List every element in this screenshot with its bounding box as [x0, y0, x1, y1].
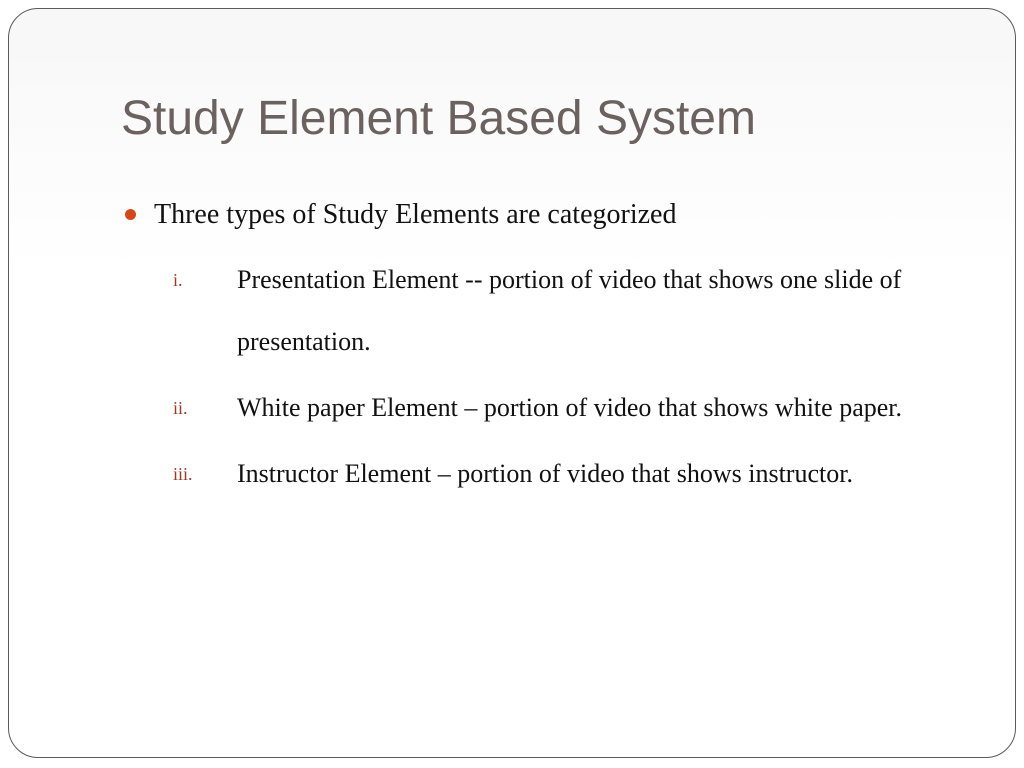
bullet-item — [125, 195, 965, 235]
slide-frame — [8, 8, 1016, 758]
list-item-number: ii. — [173, 398, 188, 418]
list-item-text: Instructor Element – portion of video that shows instructor. — [237, 459, 853, 488]
slide-body — [125, 195, 965, 509]
list-item-number: iii. — [173, 464, 193, 484]
list-item-number: i. — [173, 270, 183, 290]
list-item-instructor-element — [125, 443, 965, 505]
list-item-presentation-element — [125, 249, 965, 373]
list-item-text: White paper Element – portion of video that shows white paper. — [237, 393, 902, 422]
list-item-text: Presentation Element -- portion of video that shows one slide of presentation. — [237, 265, 902, 356]
list-item-white-paper-element — [125, 377, 965, 439]
bullet-dot-icon — [125, 209, 136, 220]
slide-title: Study Element Based System — [121, 92, 756, 145]
bullet-text: Three types of Study Elements are categorized — [154, 199, 677, 230]
numbered-list — [125, 249, 965, 505]
